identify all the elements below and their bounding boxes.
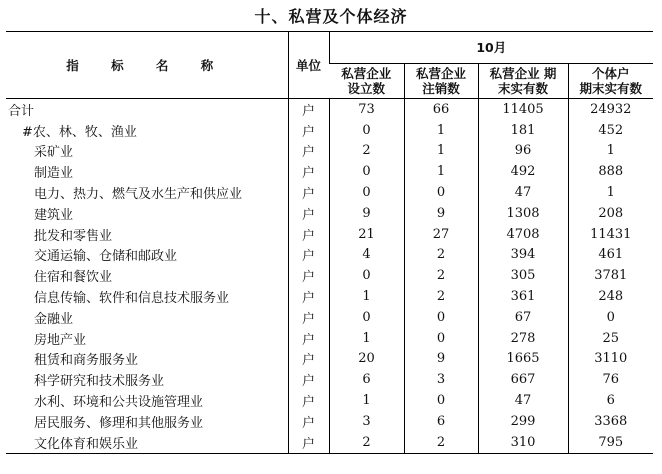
cell-value: 2 xyxy=(404,245,478,266)
table-row xyxy=(6,390,653,411)
column-header: 私营企业 设立数 xyxy=(329,64,404,99)
row-unit: 户 xyxy=(288,328,329,349)
cell-value: 4 xyxy=(329,245,404,266)
cell-value: 1 xyxy=(329,390,404,411)
row-unit: 户 xyxy=(288,265,329,286)
row-label: 电力、热力、燃气及水生产和供应业 xyxy=(34,187,243,203)
row-label: 租赁和商务服务业 xyxy=(34,353,139,369)
cell-value: 3368 xyxy=(568,411,653,432)
cell-value: 305 xyxy=(478,265,568,286)
cell-value: 452 xyxy=(568,120,653,141)
cell-value: 1 xyxy=(329,328,404,349)
row-label: 合计 xyxy=(6,99,288,120)
cell-value: 47 xyxy=(478,182,568,203)
row-label: 住宿和餐饮业 xyxy=(34,270,113,286)
cell-value: 888 xyxy=(568,161,653,182)
row-label: 采矿业 xyxy=(34,145,74,161)
table-row xyxy=(6,411,653,432)
cell-value: 0 xyxy=(404,182,478,203)
cell-value: 0 xyxy=(329,307,404,328)
table-row xyxy=(6,369,653,390)
cell-value: 9 xyxy=(329,203,404,224)
row-unit: 户 xyxy=(288,141,329,162)
cell-value: 1 xyxy=(404,161,478,182)
row-label: 建筑业 xyxy=(34,207,74,223)
row-unit: 户 xyxy=(288,369,329,390)
cell-value: 1308 xyxy=(478,203,568,224)
cell-value: 24932 xyxy=(568,99,653,120)
cell-value: 2 xyxy=(404,286,478,307)
cell-value: 310 xyxy=(478,432,568,453)
cell-value: 11405 xyxy=(478,99,568,120)
row-unit: 户 xyxy=(288,286,329,307)
cell-value: 2 xyxy=(329,141,404,162)
row-label: 批发和零售业 xyxy=(34,228,113,244)
column-header: 个体户 期末实有数 xyxy=(568,64,653,99)
table-row xyxy=(6,161,653,182)
row-unit: 户 xyxy=(288,307,329,328)
row-unit: 户 xyxy=(288,245,329,266)
cell-value: 6 xyxy=(568,390,653,411)
column-header: 私营企业 注销数 xyxy=(404,64,478,99)
cell-value: 3110 xyxy=(568,349,653,370)
cell-value: 795 xyxy=(568,432,653,453)
cell-value: 3 xyxy=(404,369,478,390)
cell-value: 0 xyxy=(329,182,404,203)
row-label: 交通运输、仓储和邮政业 xyxy=(34,249,178,265)
cell-value: 461 xyxy=(568,245,653,266)
cell-value: 73 xyxy=(329,99,404,120)
row-unit: 户 xyxy=(288,161,329,182)
row-unit: 户 xyxy=(288,411,329,432)
row-unit: 户 xyxy=(288,349,329,370)
table-row xyxy=(6,224,653,245)
cell-value: 1 xyxy=(568,141,653,162)
cell-value: 3 xyxy=(329,411,404,432)
cell-value: 2 xyxy=(404,265,478,286)
table-row xyxy=(6,120,653,141)
table-row xyxy=(6,182,653,203)
cell-value: 2 xyxy=(329,432,404,453)
table-row xyxy=(6,307,653,328)
row-label: 信息传输、软件和信息技术服务业 xyxy=(34,291,230,307)
table-row xyxy=(6,265,653,286)
cell-value: 0 xyxy=(404,390,478,411)
cell-value: 0 xyxy=(568,307,653,328)
cell-value: 1 xyxy=(404,141,478,162)
cell-value: 248 xyxy=(568,286,653,307)
table-row xyxy=(6,432,653,453)
cell-value: 1665 xyxy=(478,349,568,370)
cell-value: 0 xyxy=(329,161,404,182)
period-header: 10月 xyxy=(329,32,653,64)
cell-value: 9 xyxy=(404,203,478,224)
cell-value: 3781 xyxy=(568,265,653,286)
row-unit: 户 xyxy=(288,432,329,453)
row-label: 金融业 xyxy=(34,311,74,327)
cell-value: 394 xyxy=(478,245,568,266)
unit-header: 单位 xyxy=(288,32,329,99)
row-label: 文化体育和娱乐业 xyxy=(6,432,288,453)
row-unit: 户 xyxy=(288,120,329,141)
cell-value: 27 xyxy=(404,224,478,245)
row-label: 制造业 xyxy=(34,166,74,182)
cell-value: 9 xyxy=(404,349,478,370)
table-row xyxy=(6,349,653,370)
cell-value: 208 xyxy=(568,203,653,224)
row-unit: 户 xyxy=(288,390,329,411)
cell-value: 1 xyxy=(329,286,404,307)
column-header: 私营企业 期 末实有数 xyxy=(478,64,568,99)
cell-value: 20 xyxy=(329,349,404,370)
cell-value: 1 xyxy=(568,182,653,203)
row-label: 房地产业 xyxy=(34,332,87,348)
page-title: 十、私营及个体经济 xyxy=(254,7,408,26)
cell-value: 0 xyxy=(329,120,404,141)
cell-value: 667 xyxy=(478,369,568,390)
cell-value: 76 xyxy=(568,369,653,390)
cell-value: 47 xyxy=(478,390,568,411)
row-label: 科学研究和技术服务业 xyxy=(34,374,165,390)
table-row xyxy=(6,328,653,349)
cell-value: 0 xyxy=(404,307,478,328)
cell-value: 67 xyxy=(478,307,568,328)
row-label: 居民服务、修理和其他服务业 xyxy=(34,415,204,431)
cell-value: 96 xyxy=(478,141,568,162)
cell-value: 4708 xyxy=(478,224,568,245)
cell-value: 361 xyxy=(478,286,568,307)
cell-value: 492 xyxy=(478,161,568,182)
cell-value: 181 xyxy=(478,120,568,141)
cell-value: 21 xyxy=(329,224,404,245)
table-row xyxy=(6,203,653,224)
cell-value: 25 xyxy=(568,328,653,349)
cell-value: 1 xyxy=(404,120,478,141)
cell-value: 0 xyxy=(329,265,404,286)
cell-value: 2 xyxy=(404,432,478,453)
cell-value: 299 xyxy=(478,411,568,432)
indicator-header: 指 标 名 称 xyxy=(6,32,288,99)
cell-value: 66 xyxy=(404,99,478,120)
row-unit: 户 xyxy=(288,99,329,120)
row-label: #农、林、牧、渔业 xyxy=(22,124,137,140)
table-row xyxy=(6,245,653,266)
statistics-table xyxy=(6,31,653,454)
cell-value: 6 xyxy=(329,369,404,390)
row-label: 水利、环境和公共设施管理业 xyxy=(34,395,204,411)
table-row xyxy=(6,141,653,162)
row-unit: 户 xyxy=(288,224,329,245)
cell-value: 11431 xyxy=(568,224,653,245)
cell-value: 278 xyxy=(478,328,568,349)
row-unit: 户 xyxy=(288,182,329,203)
table-row xyxy=(6,99,653,120)
cell-value: 6 xyxy=(404,411,478,432)
cell-value: 0 xyxy=(404,328,478,349)
table-row xyxy=(6,286,653,307)
row-unit: 户 xyxy=(288,203,329,224)
